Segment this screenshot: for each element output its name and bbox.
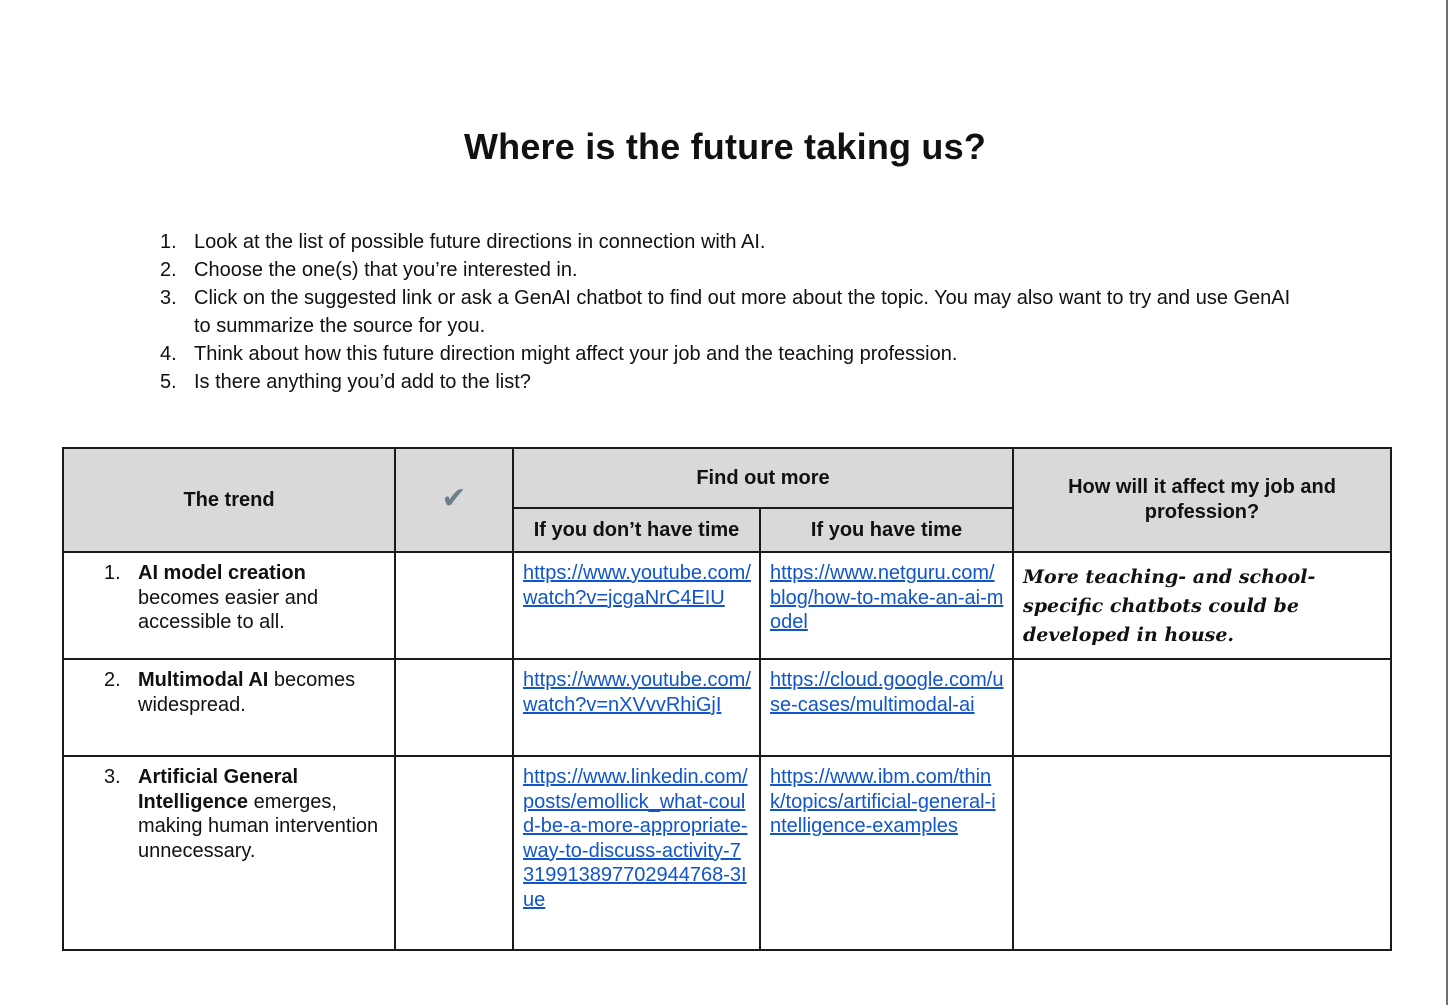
youtube-link[interactable]: https://www.youtube.com/watch?v=jcgaNrC4EIU (523, 562, 751, 609)
page-title: Where is the future taking us? (463, 126, 987, 167)
table-row (63, 659, 1391, 756)
affect-cell[interactable] (1013, 659, 1391, 756)
linkedin-link[interactable]: https://www.linkedin.com/posts/emollick_what-could-be-a-more-appropriate-way-to-discuss-activity-7319913897702944768-3Iue (523, 766, 748, 911)
link-cell-short (513, 552, 760, 659)
article-link[interactable]: https://cloud.google.com/use-cases/multimodal-ai (770, 669, 1004, 716)
link-cell-short (513, 659, 760, 756)
link-cell-long (760, 552, 1013, 659)
header-no-time: If you don’t have time (513, 508, 760, 552)
checkbox-cell[interactable] (395, 552, 513, 659)
instruction-item: 5. Is there anything you’d add to the list? (160, 371, 531, 393)
article-link[interactable]: https://www.ibm.com/think/topics/artificial-general-intelligence-examples (770, 766, 996, 837)
header-trend: The trend (63, 448, 395, 552)
trend-title: Artificial General Intelligence (138, 766, 299, 813)
handwritten-note: More teaching- and school-specific chatbots could be developed in house. (1023, 566, 1316, 646)
link-cell-short (513, 756, 760, 950)
checkbox-cell[interactable] (395, 659, 513, 756)
trend-cell: 3. Artificial General Intelligence emerges, making human intervention unnecessary. (63, 756, 395, 950)
instruction-item: 4. Think about how this future direction might affect your job and the teaching profession. (160, 343, 958, 365)
header-affect: How will it affect my job and profession? (1013, 448, 1391, 552)
table-row (63, 756, 1391, 950)
checkmark-icon: ✔ (441, 481, 467, 515)
table-row (63, 552, 1391, 659)
trend-cell: 2. Multimodal AI becomes widespread. (63, 659, 395, 756)
checkbox-cell[interactable] (395, 756, 513, 950)
header-have-time: If you have time (760, 508, 1013, 552)
affect-cell[interactable] (1013, 756, 1391, 950)
instruction-item: 3. Click on the suggested link or ask a GenAI chatbot to find out more about the topic. You may also want to try and use GenAI to summarize the source for you. (160, 287, 1291, 337)
affect-cell[interactable] (1013, 552, 1391, 659)
article-link[interactable]: https://www.netguru.com/blog/how-to-make-an-ai-model (770, 562, 1004, 633)
header-check (395, 448, 513, 552)
instruction-item: 1. Look at the list of possible future directions in connection with AI. (160, 231, 766, 253)
link-cell-long (760, 659, 1013, 756)
trend-title: AI model creation (138, 562, 306, 584)
link-cell-long (760, 756, 1013, 950)
header-find-out-more: Find out more (513, 448, 1013, 508)
trend-cell: 1. AI model creation becomes easier and accessible to all. (63, 552, 395, 659)
instruction-item: 2. Choose the one(s) that you’re interested in. (160, 259, 578, 281)
trend-title: Multimodal AI (138, 669, 269, 691)
trends-table (62, 447, 1392, 951)
youtube-link[interactable]: https://www.youtube.com/watch?v=nXVvvRhiGjI (523, 669, 751, 716)
instruction-list (160, 228, 1300, 396)
